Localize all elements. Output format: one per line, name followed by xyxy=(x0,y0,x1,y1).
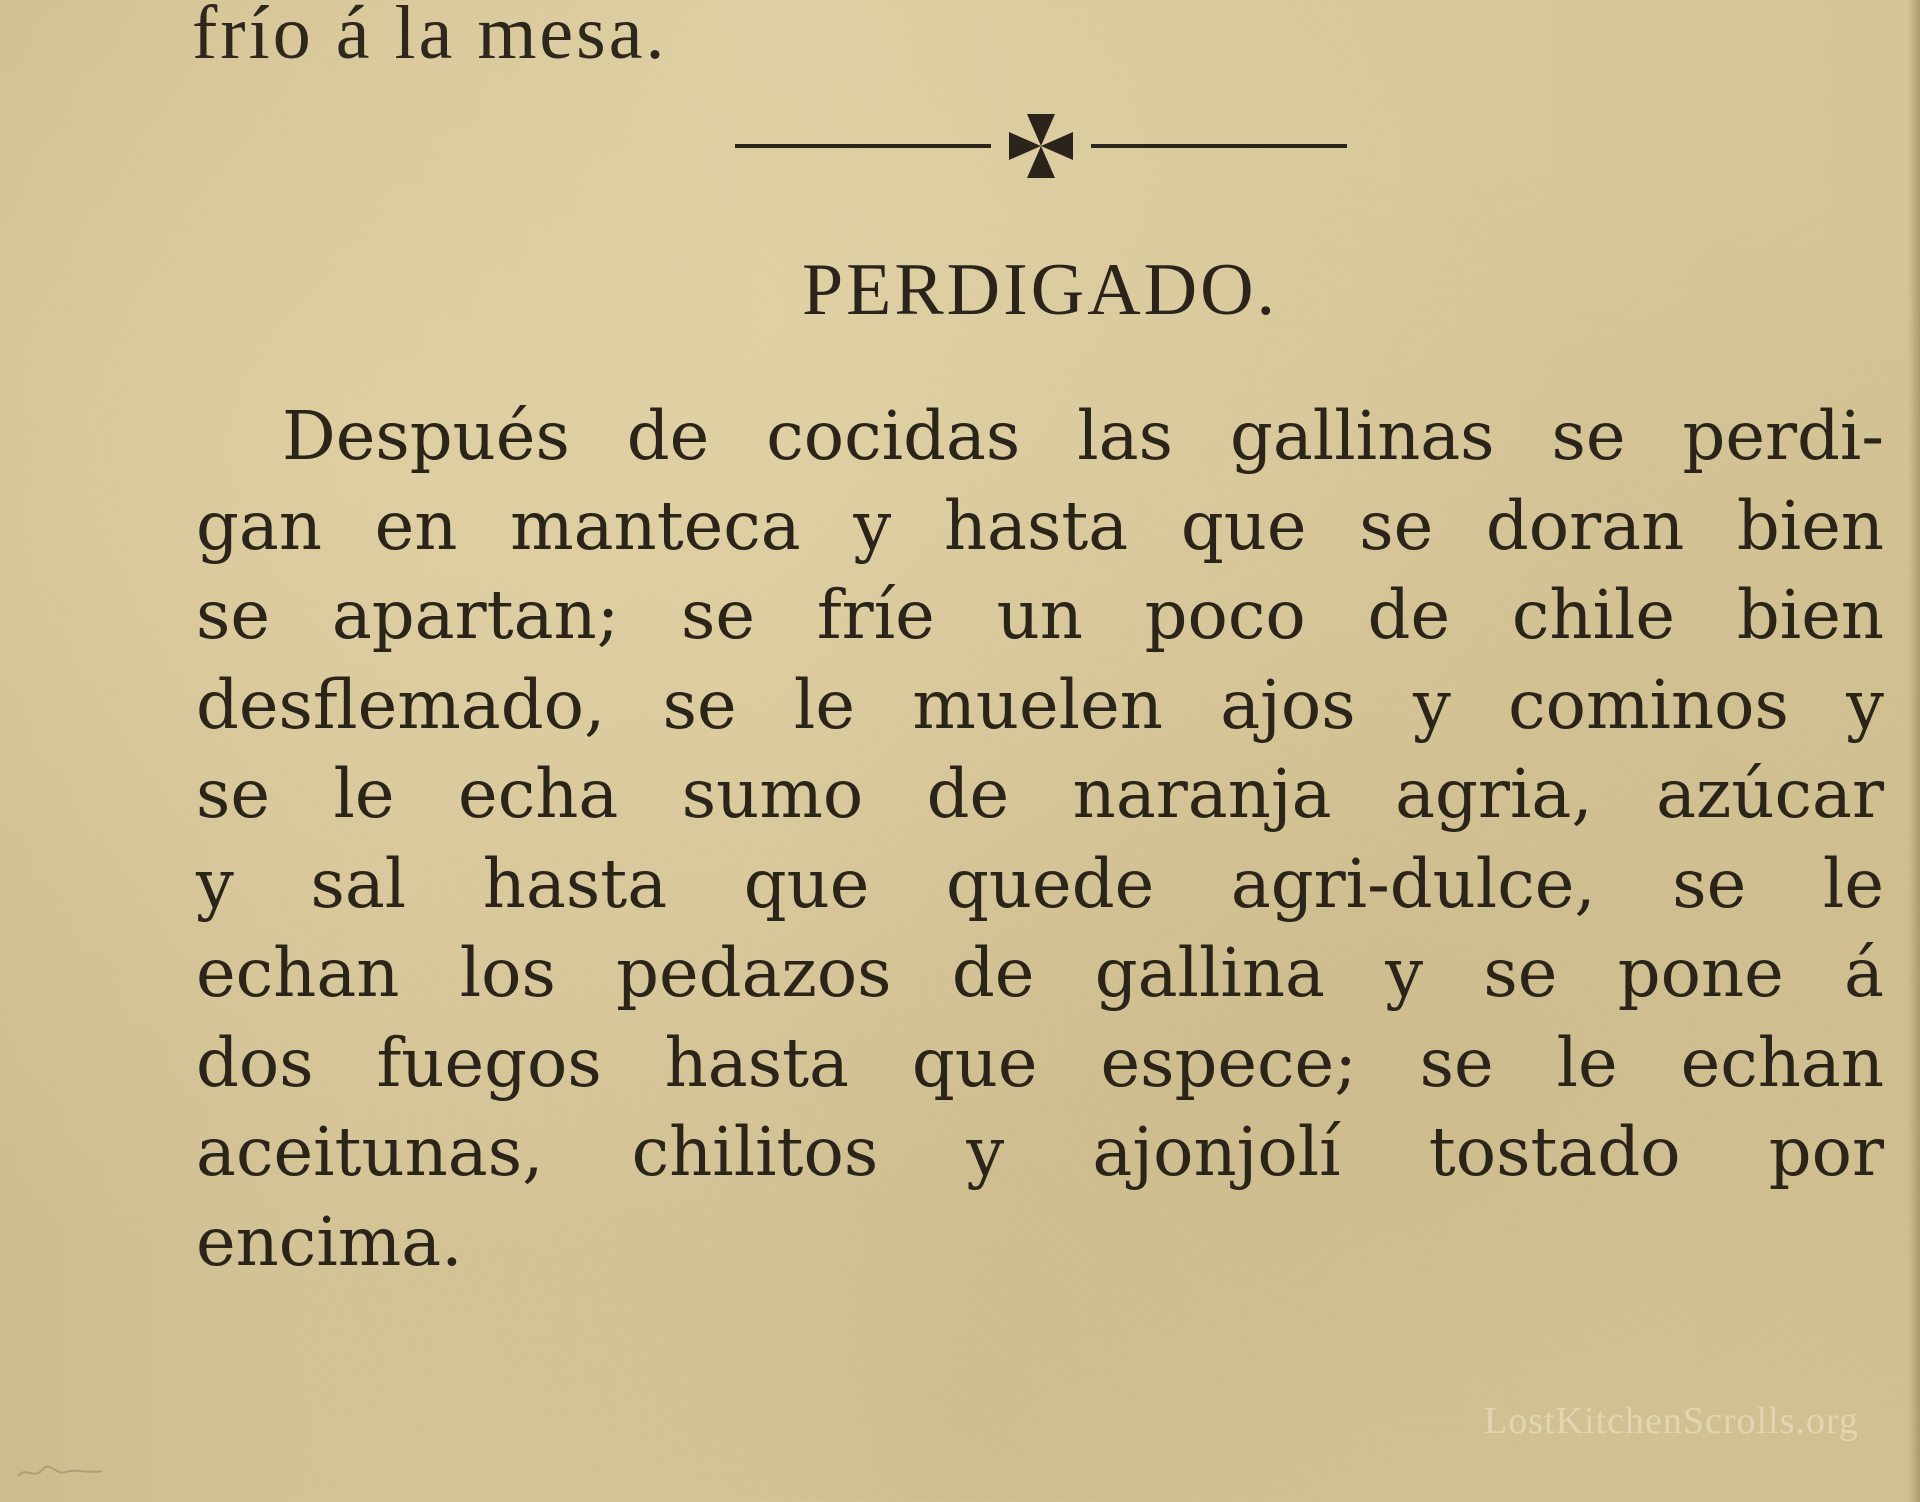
divider-rule xyxy=(735,110,1347,180)
body-line: se apartan; se fríe un poco de chile bien xyxy=(196,576,1884,654)
body-line: aceitunas, chilitos y ajonjolí tostado por xyxy=(196,1113,1884,1191)
body-line: encima. xyxy=(196,1202,463,1281)
scribble-mark xyxy=(16,1462,106,1482)
watermark-text: LostKitchenScrolls.org xyxy=(1484,1400,1859,1442)
recipe-body xyxy=(196,392,1884,1287)
body-line: desflemado, se le muelen ajos y cominos y xyxy=(196,665,1884,744)
page-edge-shadow xyxy=(1908,0,1920,1502)
section-divider xyxy=(735,110,1347,180)
body-line: dos fuegos hasta que espece; se le echan xyxy=(196,1023,1884,1102)
body-line: se le echa sumo de naranja agria, azúcar xyxy=(196,755,1884,833)
body-line: Después de cocidas las gallinas se perdi- xyxy=(282,397,1884,475)
body-line: gan en manteca y hasta que se doran bien xyxy=(196,486,1884,565)
recipe-title: PERDIGADO. xyxy=(801,249,1279,331)
maltese-cross-icon xyxy=(1009,114,1073,178)
body-line: y sal hasta que quede agri-dulce, se le xyxy=(196,844,1884,923)
previous-recipe-ending: frío á la mesa. xyxy=(192,0,668,75)
body-line: echan los pedazos de gallina y se pone á xyxy=(196,934,1884,1012)
